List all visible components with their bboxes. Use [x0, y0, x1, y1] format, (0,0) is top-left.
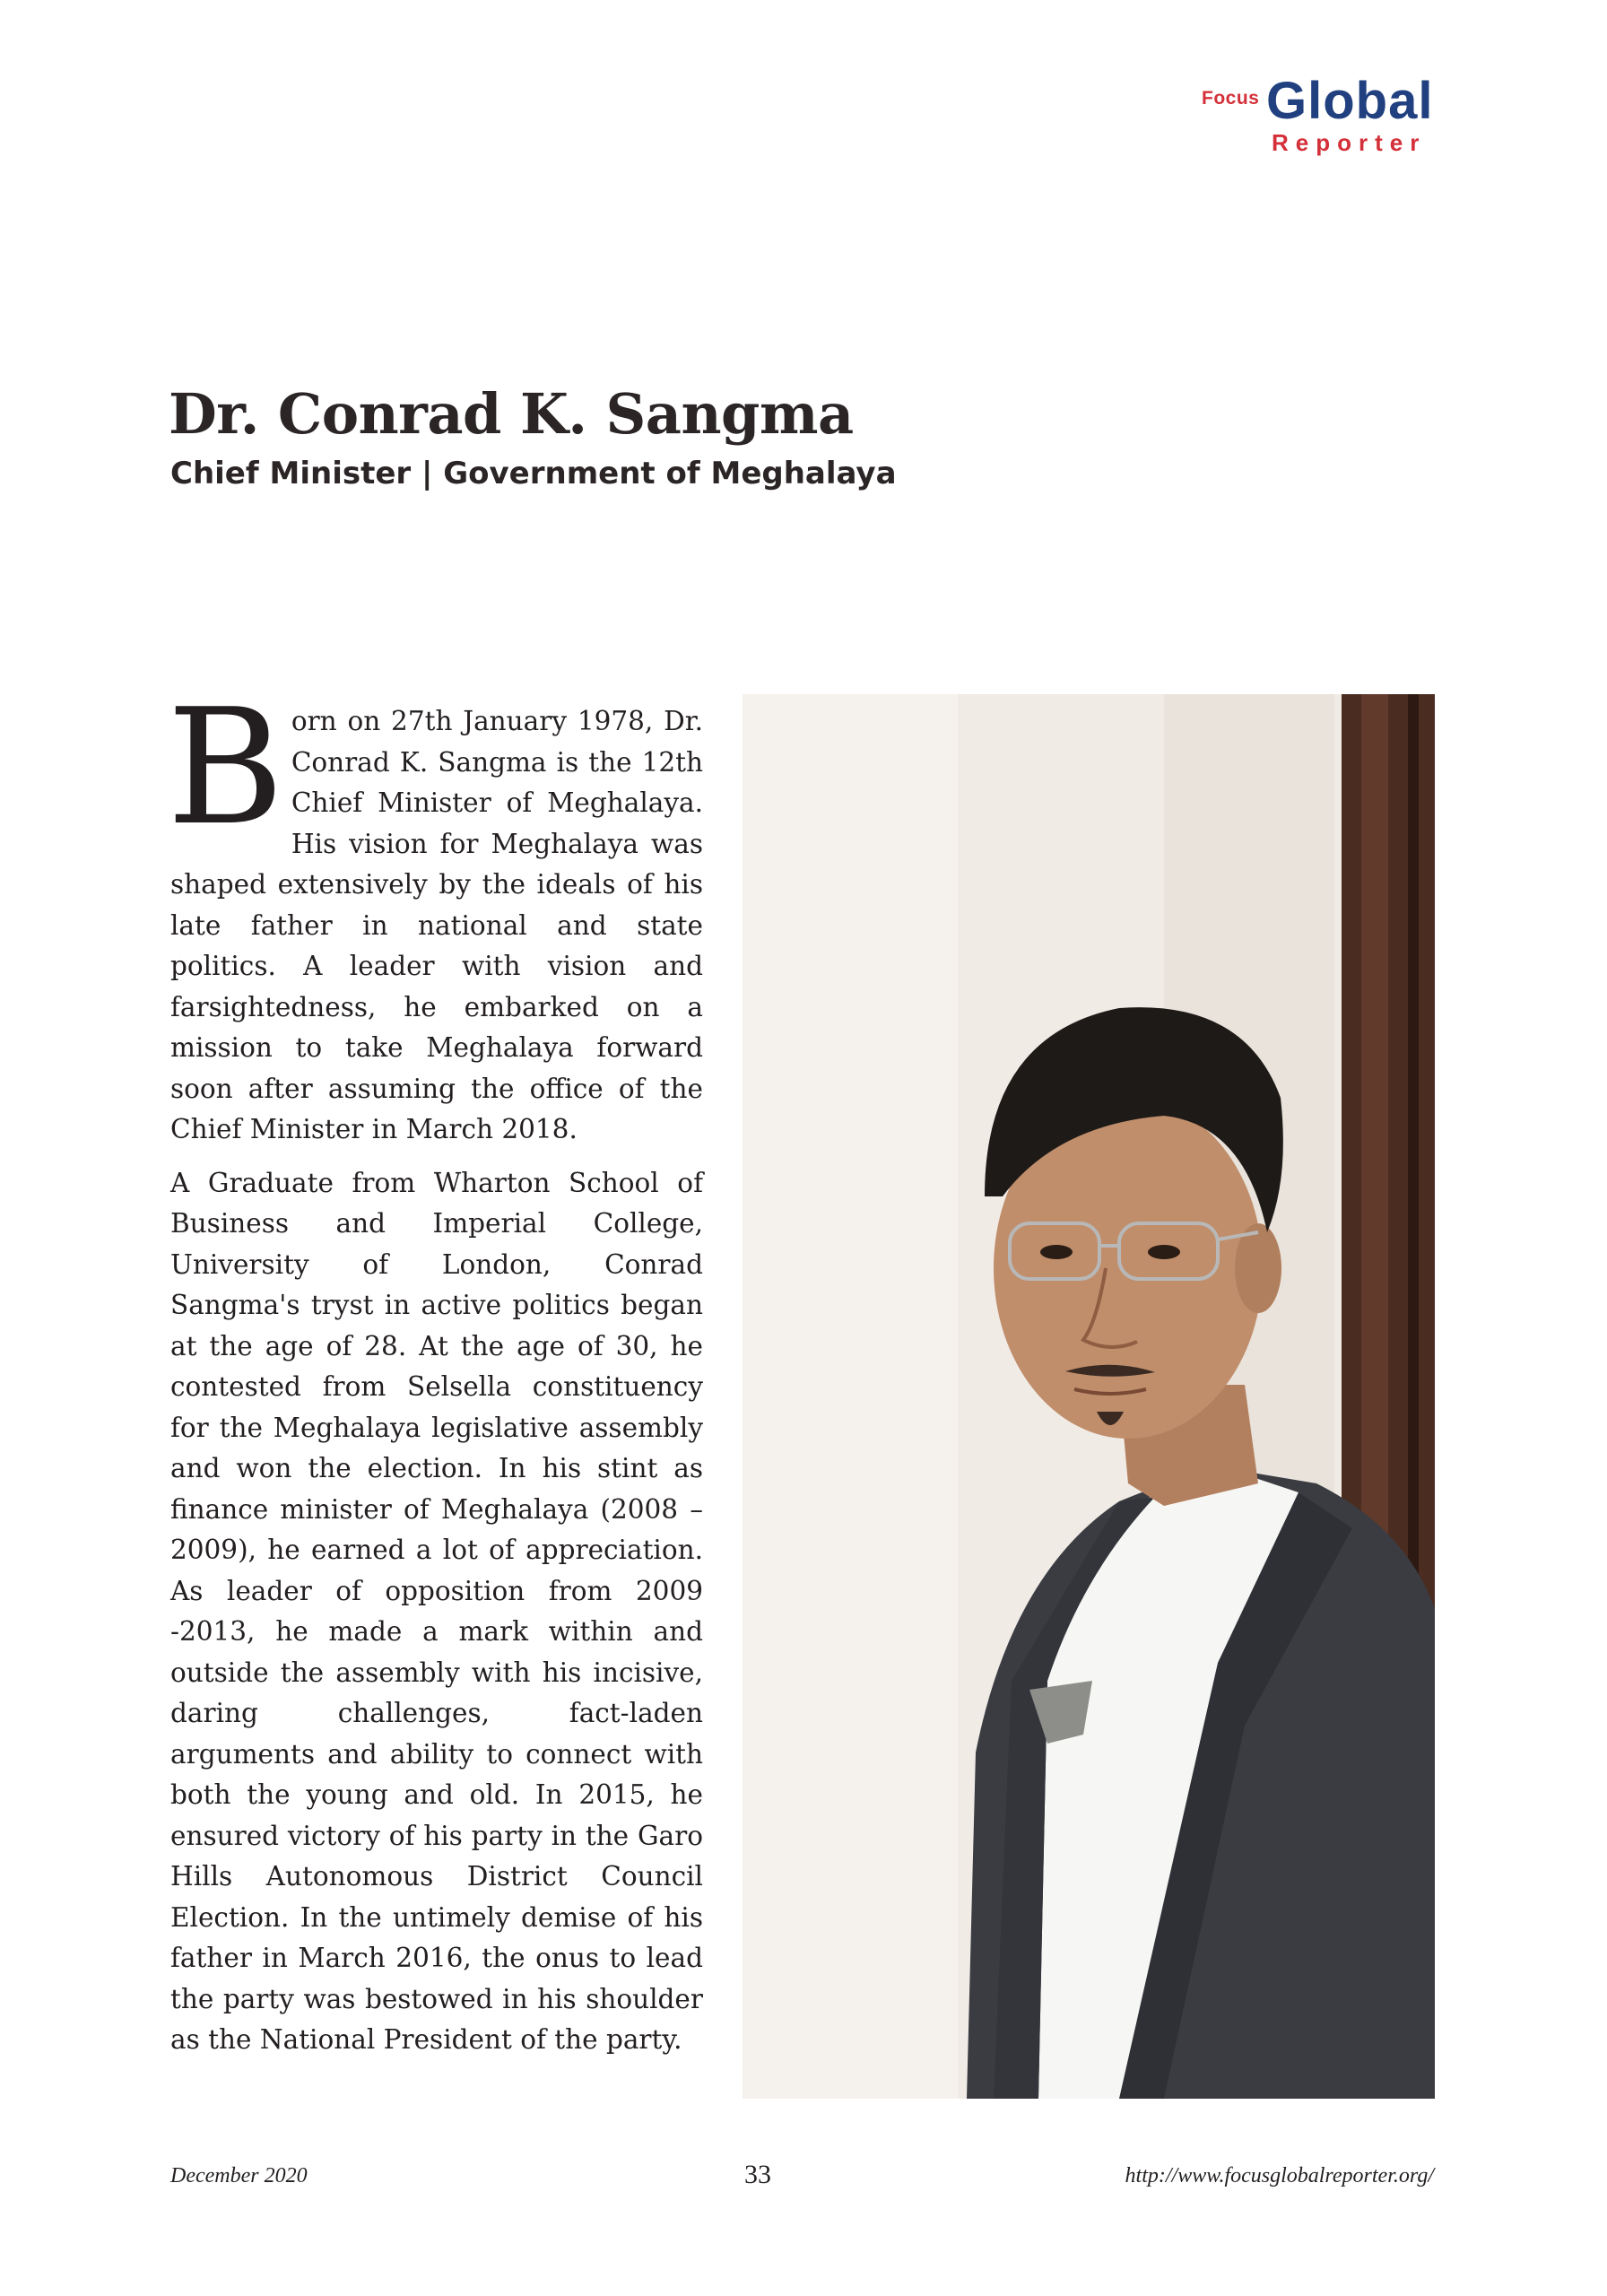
logo-reporter-text: Reporter	[1272, 129, 1427, 156]
portrait-photo	[743, 694, 1435, 2099]
footer-website-link[interactable]: http://www.focusglobalreporter.org/	[1125, 2164, 1434, 2187]
paragraph-1-text: orn on 27th January 1978, Dr. Conrad K. Sangma is the 12th Chief Minister of Meghalaya. His vision for Meghalaya was shaped extensively by the ideals of his late father in national and state politics. A leader with vision and farsightedness, he embarked on a mission to take Meghalaya forward soon after assuming the office of the Chief Minister in March 2018.	[170, 706, 703, 1144]
article-paragraph-2: A Graduate from Wharton School of Business and Imperial College, University of London, Conrad Sangma's tryst in active politics began at the age of 28. At the age of 30, he contested from Selsella constituency for the Meghalaya legislative assembly and won the election. In his stint as finance minister of Meghalaya (2008 – 2009), he earned a lot of appreciation. As leader of opposition from 2009 -2013, he made a mark within and outside the assembly with his incisive, daring challenges, fact-laden arguments and ability to connect with both the young and old. In 2015, he ensured victory of his party in the Garo Hills Autonomous District Council Election. In the untimely demise of his father in March 2016, the onus to lead the party was bestowed in his shoulder as the National President of the party.	[170, 1167, 703, 2055]
logo-focus-text: Focus	[1202, 88, 1260, 109]
publication-logo	[1193, 72, 1435, 169]
profile-name-heading: Dr. Conrad K. Sangma	[169, 381, 854, 447]
footer-issue-date: December 2020	[170, 2164, 308, 2187]
logo-global-text: Global	[1266, 72, 1434, 130]
portrait-illustration	[743, 694, 1435, 2099]
article-paragraph-1	[167, 674, 703, 1151]
profile-designation: Chief Minister | Government of Meghalaya	[170, 456, 897, 491]
article-body	[167, 674, 703, 2074]
footer-page-number: 33	[744, 2160, 771, 2189]
drop-cap: B	[167, 674, 284, 860]
